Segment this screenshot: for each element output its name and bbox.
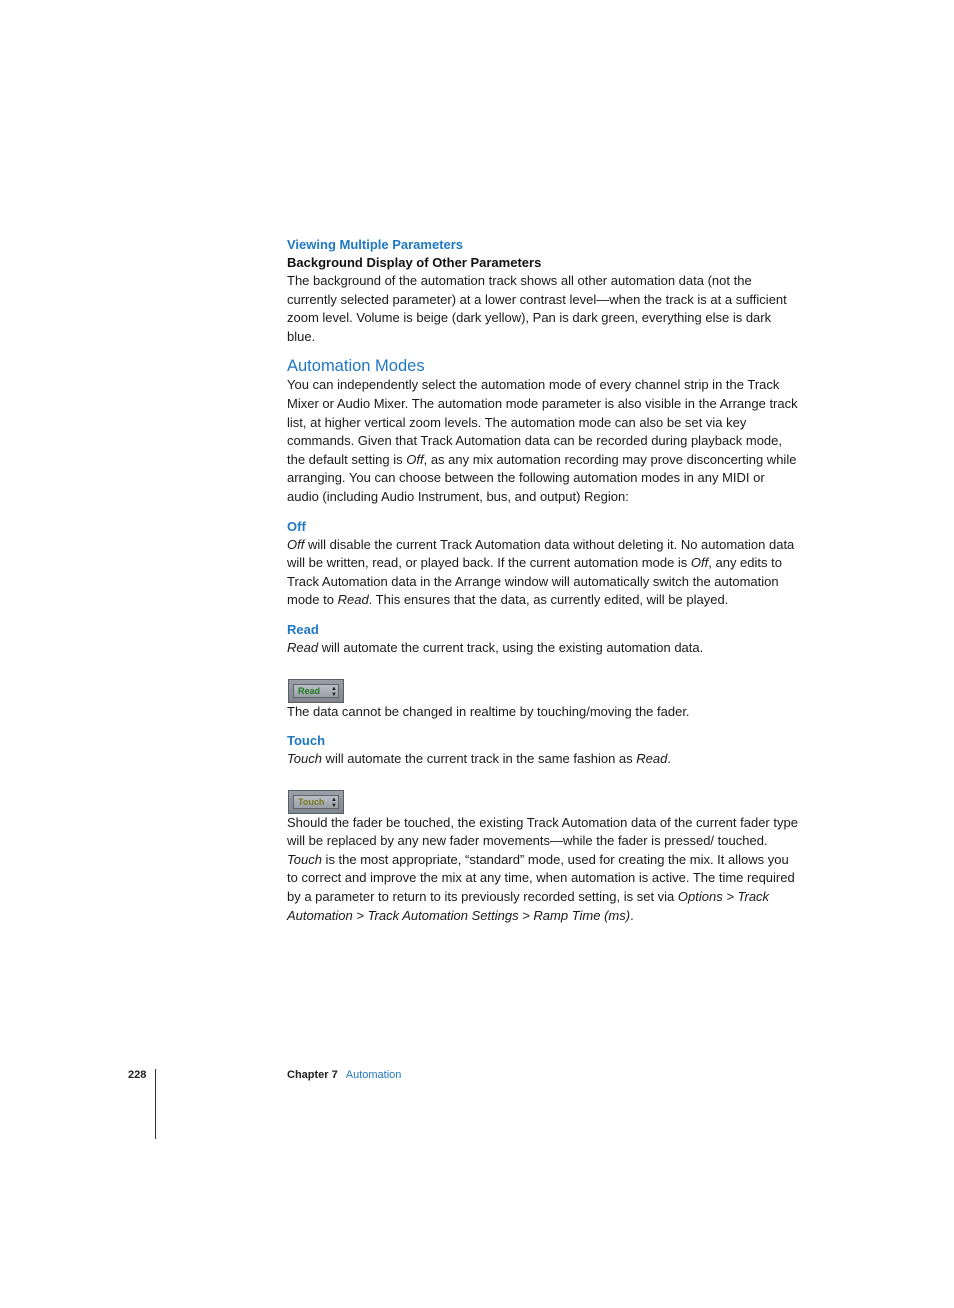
- footer-chapter: [287, 1069, 401, 1081]
- emphasis-read: Read: [337, 592, 369, 608]
- emphasis-touch: Touch: [287, 751, 322, 767]
- text-run: You can independently select the automation mode of every channel strip in the Track Mixer or Audio Mixer. The automation mode parameter is also visible in the Arrange track list, at higher vertical zoom levels. The automation mode can also be set via key commands. Given that Track Automation data can be recorded during playback mode, the default setting is: [287, 377, 798, 467]
- text-run: is the most appropriate, “standard” mode, used for creating the mix. It allows you to correct and improve the mix at any time, when automation is active. The time required by a parameter to return to its previously recorded setting, is set via: [287, 851, 795, 905]
- heading-background-display: Background Display of Other Parameters: [287, 255, 542, 270]
- read-mode-menu-image: [288, 679, 344, 703]
- touch-mode-menu-image: [288, 790, 344, 814]
- page-content: [287, 236, 799, 925]
- emphasis-off: Off: [406, 451, 424, 467]
- text-run: will automate the current track, using the existing automation data.: [318, 639, 704, 655]
- text-run: will automate the current track in the same fashion as: [321, 751, 637, 767]
- emphasis-read: Read: [287, 639, 319, 655]
- touch-mode-label: Touch: [293, 795, 339, 809]
- paragraph-read-note: The data cannot be changed in realtime by touching/moving the fader.: [287, 703, 690, 719]
- emphasis-touch: Touch: [287, 851, 322, 867]
- paragraph-touch-detail: [287, 814, 799, 926]
- text-run: Should the fader be touched, the existing Track Automation data of the current fader type will be replaced by any new fader movements—while the fader is pressed/ touched.: [287, 814, 798, 849]
- page-number: 228: [128, 1069, 147, 1081]
- footer-divider: [155, 1069, 156, 1139]
- emphasis-off: Off: [287, 536, 305, 552]
- updown-arrows-icon: ▲ ▼: [331, 796, 337, 809]
- heading-touch: Touch: [287, 733, 326, 749]
- heading-automation-modes: Automation Modes: [287, 357, 425, 376]
- updown-arrows-icon: ▲ ▼: [331, 685, 337, 698]
- text-run: . This ensures that the data, as currently edited, will be played.: [368, 592, 729, 608]
- paragraph-automation-modes: [287, 376, 799, 506]
- heading-off: Off: [287, 518, 306, 534]
- paragraph-read: [287, 639, 799, 658]
- chapter-label: Chapter 7: [287, 1069, 338, 1081]
- chapter-section-link[interactable]: Automation: [345, 1069, 402, 1081]
- text-run: .: [667, 751, 671, 767]
- paragraph-touch: [287, 750, 799, 769]
- text-run: .: [630, 907, 634, 923]
- text-run: will disable the current Track Automation data without deleting it. No automation data will be written, read, or played back. If the current automation mode is: [287, 536, 795, 571]
- menu-path: Options > Track Automation > Track Automation Settings > Ramp Time (ms): [287, 889, 770, 923]
- paragraph-off: [287, 536, 799, 610]
- text-run: , any edits to Track Automation data in the Arrange window will automatically switch the automation mode to: [287, 555, 782, 608]
- heading-viewing-multiple-parameters: Viewing Multiple Parameters: [287, 237, 464, 252]
- heading-read: Read: [287, 621, 319, 637]
- read-mode-label: Read: [293, 684, 339, 698]
- text-run: , as any mix automation recording may prove disconcerting while arranging. You can choose between the following automation modes in any MIDI or audio (including Audio Instrument, bus, and output) Region:: [287, 451, 797, 504]
- emphasis-off: Off: [690, 555, 709, 571]
- paragraph-viewing: The background of the automation track shows all other automation data (not the currently selected parameter) at a lower contrast level—when the track is at a sufficient zoom level. Volume is beige (dark yellow), Pan is dark green, everything else is dark blue.: [287, 273, 787, 344]
- emphasis-read: Read: [636, 751, 668, 767]
